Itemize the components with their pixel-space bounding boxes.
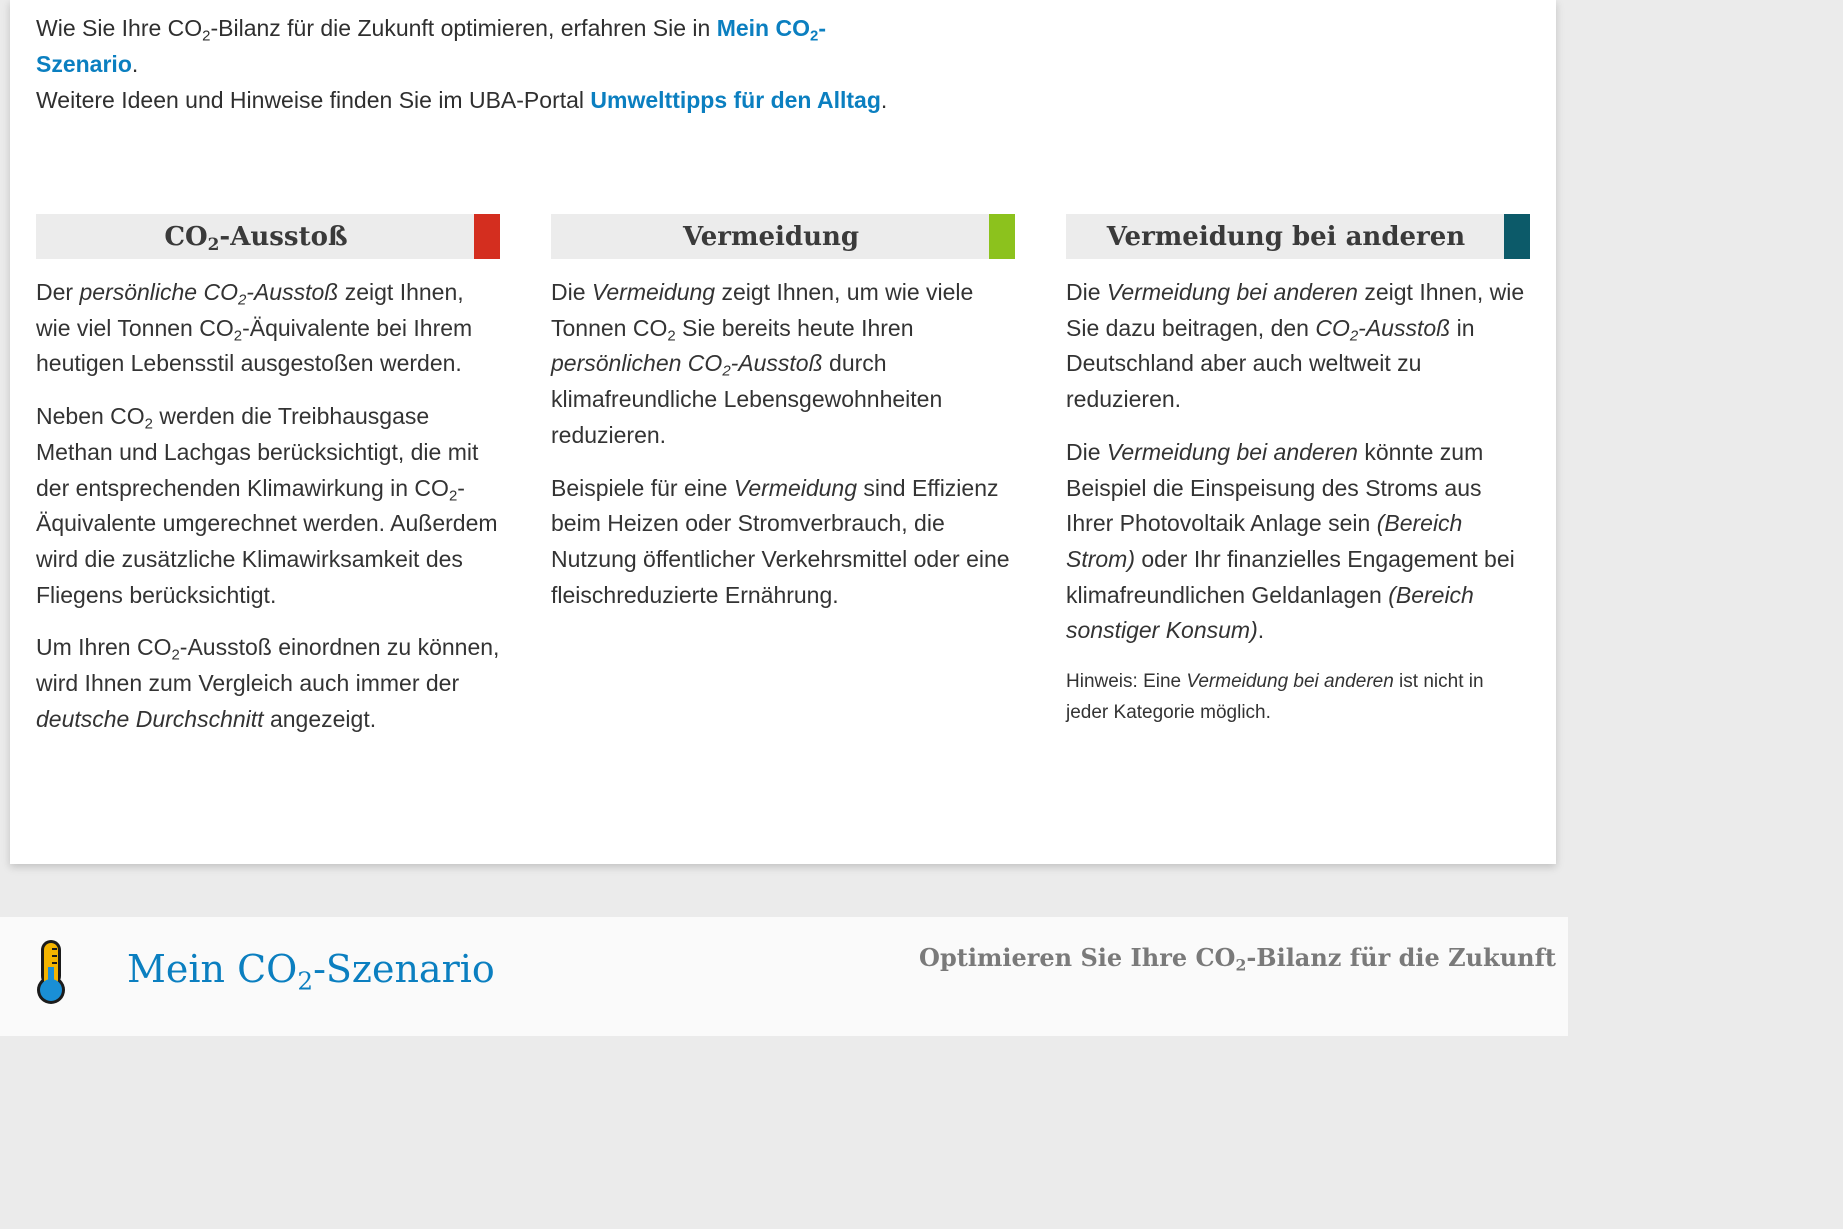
intro-line-1: Wie Sie Ihre $CO_2$-Bilanz für die Zukunft optimieren, erfahren Sie in Mein $CO_2$-Szenario. [36, 15, 826, 77]
column-header [36, 214, 500, 259]
paragraph: Die Vermeidung zeigt Ihnen, um wie viele Tonnen $CO_2$ Sie bereits heute Ihren persönlichen $CO_2$-Ausstoß durch klimafreundliche Lebensgewohnheiten reduzieren. [551, 279, 974, 448]
category-color-swatch [989, 214, 1015, 259]
intro-text [36, 10, 896, 118]
column-vermeidung-bei-anderen [1066, 214, 1530, 745]
column-body [551, 275, 1015, 613]
column-body [36, 275, 500, 737]
column-body [1066, 275, 1530, 728]
column-header [1066, 214, 1530, 259]
column-header [551, 214, 1015, 259]
column-co2-ausstoss [36, 214, 500, 754]
intro-line-2: Weitere Ideen und Hinweise finden Sie im UBA-Portal Umwelttipps für den Alltag. [36, 87, 888, 113]
column-title: $CO_2$-Ausstoß [164, 221, 348, 254]
paragraph: Neben $CO_2$ werden die Treibhausgase Methan und Lachgas berücksichtigt, die mit der entsprechenden Klimawirkung in $CO_2$-Äquivalente umgerechnet werden. Außerdem wird die zusätzliche Klimawirksamkeit des Fliegens berücksichtigt. [36, 403, 498, 608]
scenario-title-link[interactable]: Mein $CO_2$-Szenario [127, 947, 495, 996]
umwelttipps-link[interactable]: Umwelttipps für den Alltag [590, 87, 881, 113]
paragraph: Beispiele für eine Vermeidung sind Effizienz beim Heizen oder Stromverbrauch, die Nutzung öffentlicher Verkehrsmittel oder eine fleischreduzierte Ernährung. [551, 474, 1010, 608]
paragraph: Die Vermeidung bei anderen könnte zum Beispiel die Einspeisung des Stroms aus Ihrer Photovoltaik Anlage sein (Bereich Strom) oder Ihr finanzielles Engagement bei klimafreundlichen Geldanlagen (Bereich sonstiger Konsum). [1066, 438, 1515, 644]
category-color-swatch [1504, 214, 1530, 259]
scenario-subtitle: Optimieren Sie Ihre $CO_2$-Bilanz für die Zukunft [919, 943, 1556, 975]
paragraph: Der persönliche $CO_2$-Ausstoß zeigt Ihnen, wie viel Tonnen $CO_2$-Äquivalente bei Ihrem heutigen Lebensstil ausgestoßen werden. [36, 279, 473, 377]
column-vermeidung [551, 214, 1015, 630]
category-color-swatch [474, 214, 500, 259]
column-title: Vermeidung [682, 221, 860, 252]
scenario-teaser[interactable] [0, 917, 1568, 1036]
thermometer-icon [34, 939, 68, 1005]
paragraph: Die Vermeidung bei anderen zeigt Ihnen, wie Sie dazu beitragen, den $CO_2$-Ausstoß in Deutschland aber auch weltweit zu reduzieren. [1066, 279, 1525, 413]
hint-note: Hinweis: Eine Vermeidung bei anderen ist nicht in jeder Kategorie möglich. [1066, 671, 1484, 724]
column-title: Vermeidung bei anderen [1106, 221, 1466, 252]
paragraph: Um Ihren $CO_2$-Ausstoß einordnen zu können, wird Ihnen zum Vergleich auch immer der deutsche Durchschnitt angezeigt. [36, 634, 500, 732]
info-card [10, 0, 1556, 864]
mein-co2-szenario-link[interactable]: Mein $CO_2$-Szenario [36, 15, 826, 77]
